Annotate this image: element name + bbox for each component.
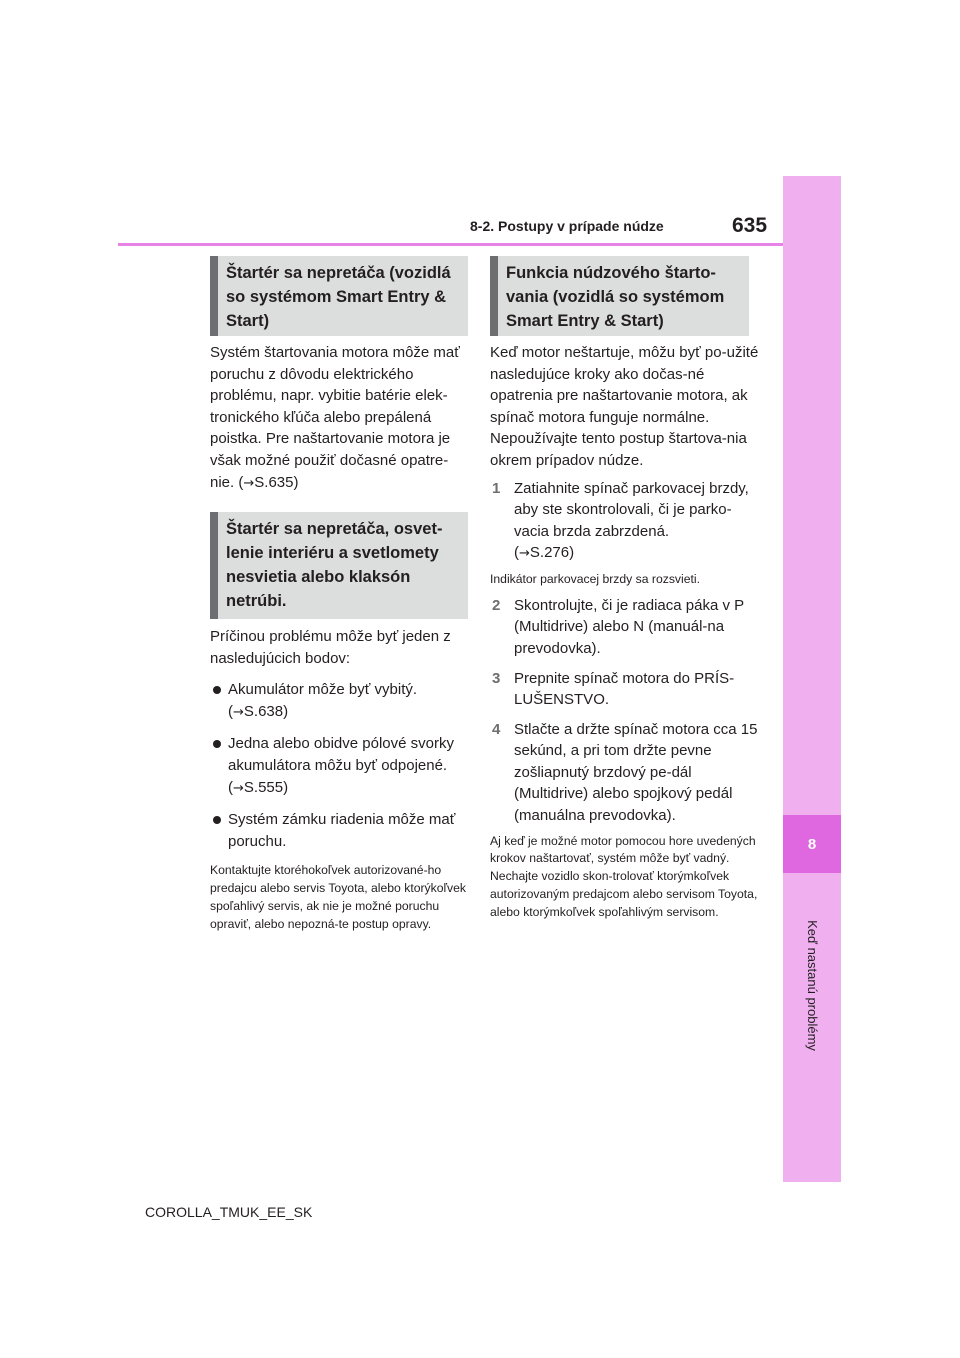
left-causes-block: [210, 626, 472, 934]
page-reference-link[interactable]: S.635: [254, 473, 294, 491]
page-number: 635: [732, 214, 768, 237]
step-number: 4: [492, 720, 501, 738]
step-item: 1 Zatiahnite spínač parkovacej brzdy, aby ste skontrolovali, či je parko-vacia brzda zabrzdená. (→S.276): [492, 479, 749, 562]
section-title: 8-2. Postupy v prípade núdze: [470, 218, 664, 234]
step-item: [490, 719, 765, 827]
document-code: COROLLA_TMUK_EE_SK: [145, 1204, 313, 1220]
heading-starter-not-cranking-smart-entry: Štartér sa nepretáča (vozidlá so systémom Smart Entry & Start): [210, 256, 468, 336]
bullet-text: Systém zámku riadenia môže mať poruchu.: [228, 811, 456, 850]
step-note: Indikátor parkovacej brzdy sa rozsvieti.: [490, 571, 700, 586]
step-item: [490, 595, 765, 660]
reference-arrow-icon: →: [519, 546, 530, 562]
right-intro-paragraph: Keď motor neštartuje, môžu byť po-užité nasledujúce kroky ako dočas-né opatrenia pre naštartovanie motora, ak spínač motora funguje normálne.: [490, 344, 759, 426]
page-reference-link[interactable]: S.276: [529, 544, 570, 562]
step-number: 1: [492, 479, 501, 497]
reference-arrow-icon: →: [233, 704, 244, 720]
list-item: [210, 809, 472, 852]
page-reference-link[interactable]: S.638: [243, 702, 284, 720]
chapter-label-text: Keď nastanú problémy: [804, 919, 820, 1051]
right-warning-paragraph: Nepoužívajte tento postup štartova-nia okrem prípadov núdze.: [490, 430, 747, 469]
right-content-block: [490, 342, 765, 922]
causes-intro: Príčinou problému môže byť jeden z nasledujúcich bodov:: [210, 628, 451, 667]
reference-arrow-icon: →: [233, 780, 244, 796]
left-intro-text: Systém štartovania motora môže mať poruchu z dôvodu elektrického problému, napr. vybitie batérie elek-tronického kľúča alebo prepálená poistka. Pre naštartovanie motora je však možné použiť dočasné opatre-nie.: [210, 344, 460, 491]
step-text: Zatiahnite spínač parkovacej brzdy, aby ste skontrolovali, či je parko-vacia brzda zabrzdená.: [514, 479, 749, 540]
heading-starter-no-lights-no-horn: Štartér sa nepretáča, osvet-lenie interiéru a svetlomety nesvietia alebo klaksón netrúbi.: [210, 512, 468, 619]
header-divider: [118, 243, 784, 246]
left-intro-block: [210, 342, 472, 494]
step-number: 3: [492, 669, 501, 687]
reference-arrow-icon: →: [243, 475, 255, 491]
heading-emergency-start-function: Funkcia núdzového štarto-vania (vozidlá so systémom Smart Entry & Start): [490, 256, 749, 336]
left-intro-paragraph: Systém štartovania motora môže mať poruchu z dôvodu elektrického problému, napr. vybitie batérie elek-tronického kľúča alebo prepálená poistka. Pre naštartovanie motora je však možné použiť dočasné opatre-nie. (→S.635): [210, 344, 460, 491]
step-text: Prepnite spínač motora do PRÍS-LUŠENSTVO.: [514, 669, 735, 709]
chapter-label: [784, 885, 840, 1085]
list-item: Akumulátor môže byť vybitý. (→S.638): [210, 679, 472, 723]
step-text: Stlačte a držte spínač motora cca 15 sekúnd, a pri tom držte pevne zošliapnutý brzdový pe-dál (Multidrive) alebo spojkový pedál (manuálna prevodovka).: [514, 720, 758, 825]
left-note: Kontaktujte ktoréhokoľvek autorizované-ho predajcu alebo servis Toyota, alebo ktorýkoľvek spoľahlivý servis, ak nie je možné poruchu opraviť, alebo nepozná-te postup opravy.: [210, 863, 467, 931]
step-text: Skontrolujte, či je radiaca páka v P (Multidrive) alebo N (manuál-na prevodovka).: [514, 596, 744, 657]
final-note: Aj keď je možné motor pomocou hore uvedených krokov naštartovať, systém môže byť vadný. Nechajte vozidlo skon-trolovať ktorýmkoľvek autorizovaným predajcom alebo servisom Toyota, alebo ktorýmkoľvek spoľahlivým servisom.: [490, 833, 758, 919]
page-reference-link[interactable]: S.555: [243, 778, 284, 796]
chapter-number-badge: 8: [783, 815, 841, 873]
step-item: [490, 668, 765, 711]
step-number: 2: [492, 596, 501, 614]
bullet-text: Akumulátor môže byť vybitý.: [228, 681, 418, 699]
bullet-text: Jedna alebo obidve pólové svorky akumulátora môžu byť odpojené.: [228, 735, 454, 774]
list-item: Jedna alebo obidve pólové svorky akumulátora môžu byť odpojené. (→S.555): [210, 733, 472, 799]
